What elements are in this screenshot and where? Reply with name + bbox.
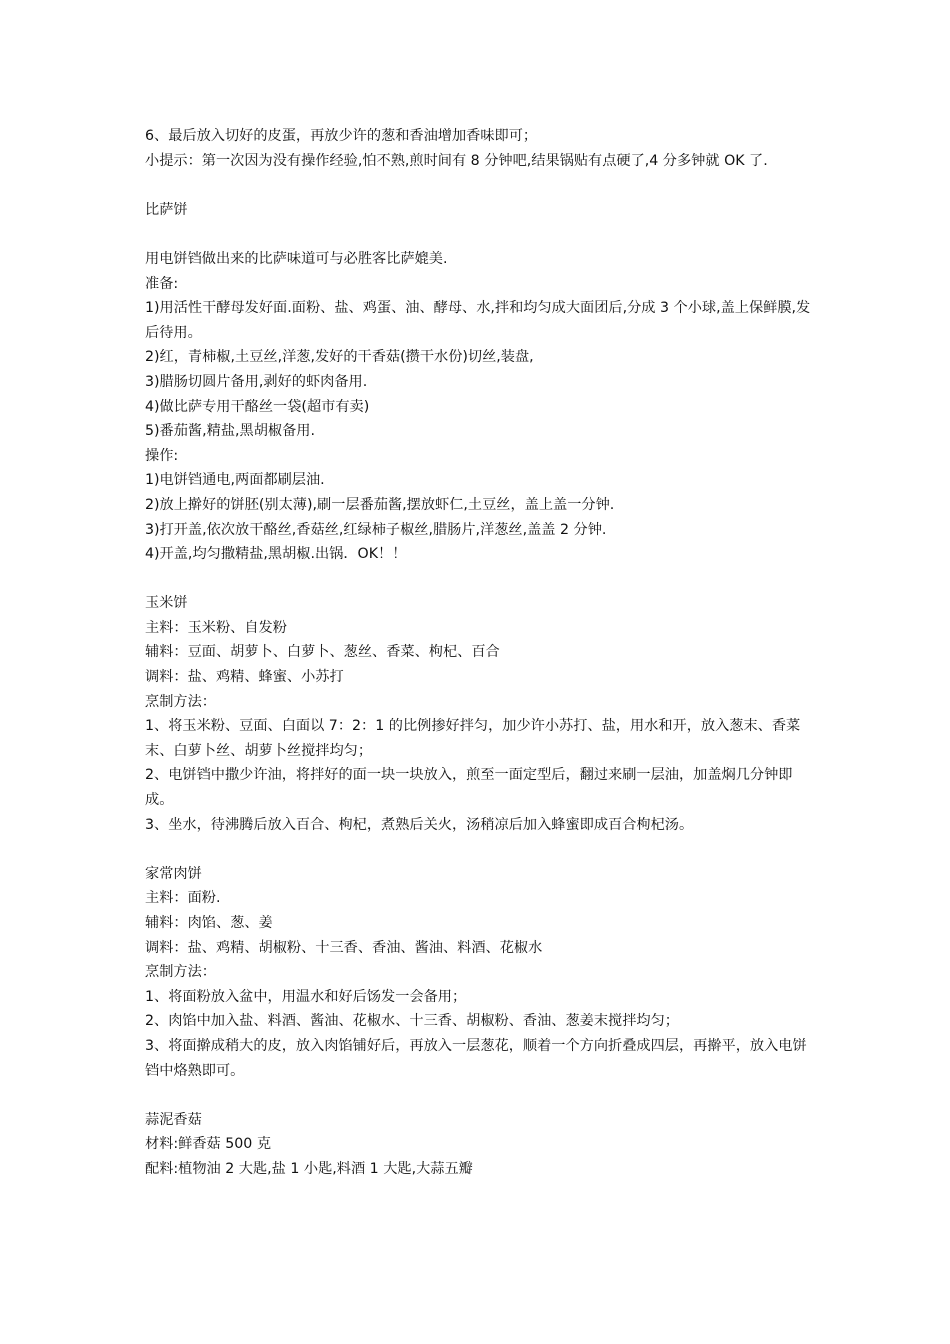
pizza-intro: 用电饼铛做出来的比萨味道可与必胜客比萨媲美. <box>145 250 448 267</box>
meat-step-2: 2、肉馅中加入盐、料酒、酱油、花椒水、十三香、胡椒粉、香油、葱姜末搅拌均匀； <box>145 1013 679 1030</box>
mushroom-title: 蒜泥香菇 <box>145 1111 202 1128</box>
pizza-title: 比萨饼 <box>145 201 188 218</box>
corn-seasoning: 调料：盐、鸡精、蜂蜜、小苏打 <box>145 669 344 686</box>
corn-method-heading: 烹制方法： <box>145 693 216 710</box>
spacer <box>145 173 813 198</box>
pizza-prep-2: 2)红，青柿椒,土豆丝,洋葱,发好的干香菇(攒干水份)切丝,装盘, <box>145 349 534 366</box>
document-page <box>145 124 813 1182</box>
pizza-op-2: 2)放上擀好的饼胚(别太薄),刷一层番茄酱,摆放虾仁,土豆丝，盖上盖一分钟. <box>145 496 615 513</box>
pizza-op-4: 4)开盖,均匀撒精盐,黑胡椒.出锅．OK！！ <box>145 546 407 563</box>
intro-step-6: 6、最后放入切好的皮蛋，再放少许的葱和香油增加香味即可； <box>145 128 538 144</box>
corn-step-2: 2、电饼铛中撒少许油，将拌好的面一块一块放入，煎至一面定型后，翻过来刷一层油，加盖焖几分钟即成。 <box>145 767 793 809</box>
corn-step-1: 1、将玉米粉、豆面、白面以 7：2：1 的比例掺好拌匀，加少许小苏打、盐，用水和开，放入葱末、香菜末、白萝卜丝、胡萝卜丝搅拌均匀； <box>145 718 801 759</box>
pizza-prep-5: 5)番茄酱,精盐,黑胡椒备用. <box>145 423 315 440</box>
meat-title: 家常肉饼 <box>145 865 202 882</box>
pizza-prep-4: 4)做比萨专用干酪丝一袋(超市有卖) <box>145 398 370 415</box>
meat-step-3: 3、将面擀成稍大的皮，放入肉馅铺好后，再放入一层葱花，顺着一个方向折叠成四层，再擀平，放入电饼铛中烙熟即可。 <box>145 1037 807 1079</box>
pizza-prep-3: 3)腊肠切圆片备用,剥好的虾肉备用. <box>145 373 368 390</box>
meat-step-1: 1、将面粉放入盆中，用温水和好后饧发一会备用； <box>145 988 467 1005</box>
corn-main: 主料：玉米粉、自发粉 <box>145 619 287 636</box>
intro-tip: 小提示：第一次因为没有操作经验,怕不熟,煎时间有 8 分钟吧,结果锅贴有点硬了,4 分多钟就 OK 了. <box>145 152 768 169</box>
spacer <box>145 222 813 247</box>
meat-seasoning: 调料：盐、鸡精、胡椒粉、十三香、香油、酱油、料酒、花椒水 <box>145 939 543 956</box>
spacer <box>145 837 813 862</box>
mushroom-seasoning: 配料:植物油 2 大匙,盐 1 小匙,料酒 1 大匙,大蒜五瓣 <box>145 1160 473 1177</box>
corn-title: 玉米饼 <box>145 595 188 612</box>
pizza-op-3: 3)打开盖,依次放干酪丝,香菇丝,红绿柿子椒丝,腊肠片,洋葱丝,盖盖 2 分钟. <box>145 521 607 538</box>
mushroom-ingredients: 材料:鲜香菇 500 克 <box>145 1136 272 1153</box>
pizza-prep-1: 1)用活性干酵母发好面.面粉、盐、鸡蛋、油、酵母、水,拌和均匀成大面团后,分成 3 个小球,盖上保鲜膜,发后待用。 <box>145 300 811 341</box>
meat-method-heading: 烹制方法： <box>145 964 216 981</box>
pizza-prep-heading: 准备: <box>145 275 179 292</box>
corn-step-3: 3、坐水，待沸腾后放入百合、枸杞，煮熟后关火，汤稍凉后加入蜂蜜即成百合枸杞汤。 <box>145 816 694 833</box>
spacer <box>145 567 813 592</box>
pizza-ops-heading: 操作: <box>145 447 179 464</box>
spacer <box>145 1083 813 1108</box>
pizza-op-1: 1)电饼铛通电,两面都刷层油. <box>145 472 325 489</box>
meat-main: 主料：面粉. <box>145 890 221 907</box>
corn-aux: 辅料：豆面、胡萝卜、白萝卜、葱丝、香菜、枸杞、百合 <box>145 644 500 661</box>
meat-aux: 辅料：肉馅、葱、姜 <box>145 915 273 931</box>
